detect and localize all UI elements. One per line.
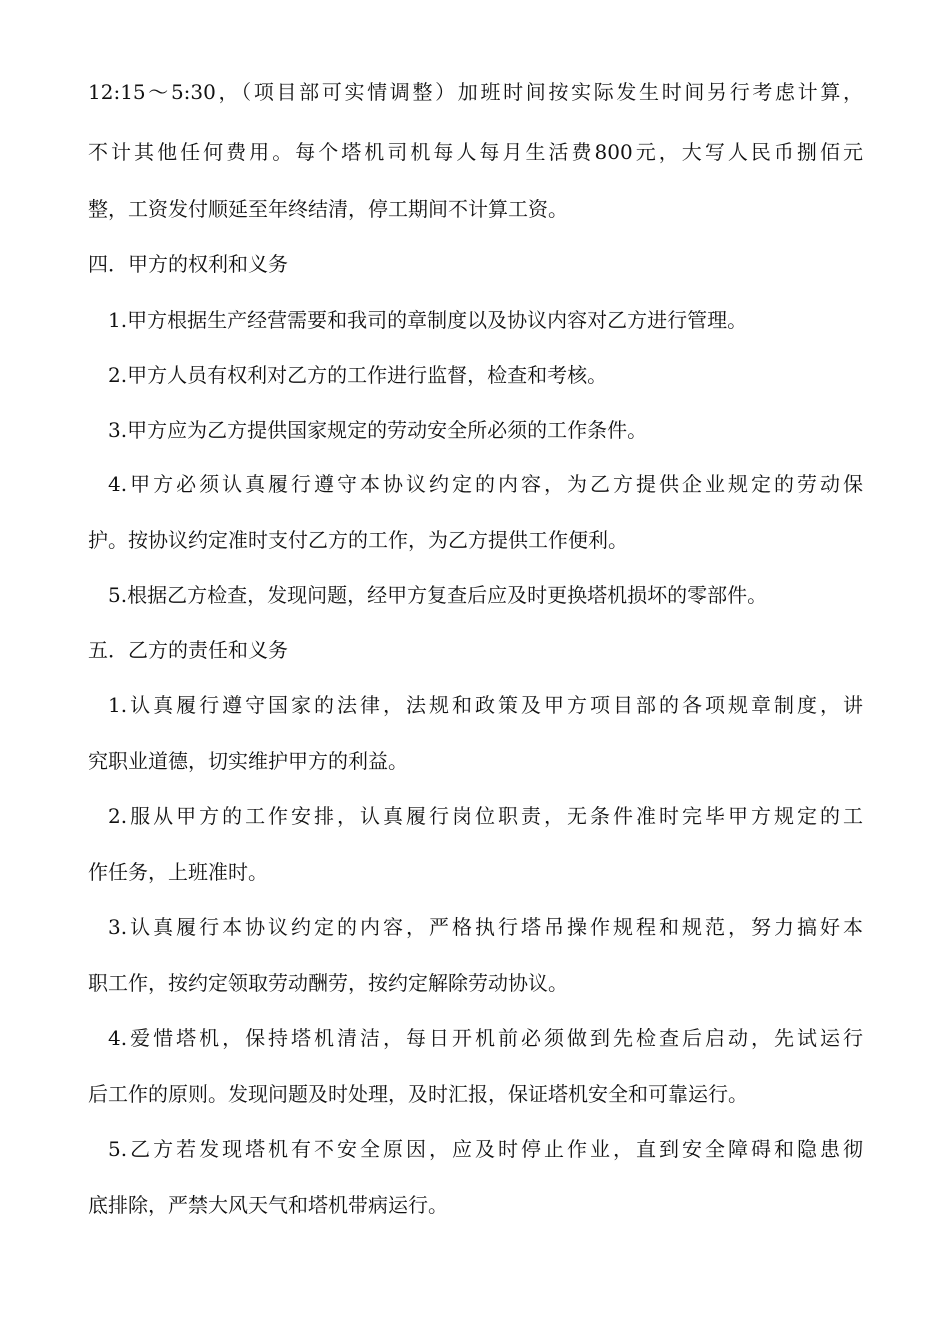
paragraph-line: 12:15～5:30，（项目部可实情调整）加班时间按实际发生时间另行考虑计算， [88,80,863,104]
list-item: 1.甲方根据生产经营需要和我司的章制度以及协议内容对乙方进行管理。 [108,308,748,332]
list-item: 4.爱惜塔机，保持塔机清洁，每日开机前必须做到先检查后启动，先试运行 [108,1026,863,1050]
list-item-continuation: 底排除，严禁大风天气和塔机带病运行。 [88,1193,448,1217]
list-item-continuation: 后工作的原则。发现问题及时处理，及时汇报，保证塔机安全和可靠运行。 [88,1082,748,1106]
paragraph-line: 不计其他任何费用。每个塔机司机每人每月生活费800元，大写人民币捌佰元 [88,140,863,164]
list-item: 5.根据乙方检查，发现问题，经甲方复查后应及时更换塔机损坏的零部件。 [108,583,768,607]
list-item-continuation: 作任务，上班准时。 [88,860,268,884]
list-item-continuation: 职工作，按约定领取劳动酬劳，按约定解除劳动协议。 [88,971,568,995]
list-item: 4.甲方必须认真履行遵守本协议约定的内容，为乙方提供企业规定的劳动保 [108,472,863,496]
paragraph-line: 整，工资发付顺延至年终结清，停工期间不计算工资。 [88,197,568,221]
section-heading: 四．甲方的权利和义务 [88,252,288,276]
list-item-continuation: 究职业道德，切实维护甲方的利益。 [88,749,408,773]
list-item: 1.认真履行遵守国家的法律，法规和政策及甲方项目部的各项规章制度，讲 [108,693,863,717]
section-heading: 五．乙方的责任和义务 [88,638,288,662]
list-item: 2.甲方人员有权利对乙方的工作进行监督，检查和考核。 [108,363,608,387]
list-item: 3.甲方应为乙方提供国家规定的劳动安全所必须的工作条件。 [108,418,648,442]
list-item: 5.乙方若发现塔机有不安全原因，应及时停止作业，直到安全障碍和隐患彻 [108,1137,863,1161]
list-item: 3.认真履行本协议约定的内容，严格执行塔吊操作规程和规范，努力搞好本 [108,915,863,939]
list-item-continuation: 护。按协议约定准时支付乙方的工作，为乙方提供工作便利。 [88,528,628,552]
list-item: 2.服从甲方的工作安排，认真履行岗位职责，无条件准时完毕甲方规定的工 [108,804,863,828]
